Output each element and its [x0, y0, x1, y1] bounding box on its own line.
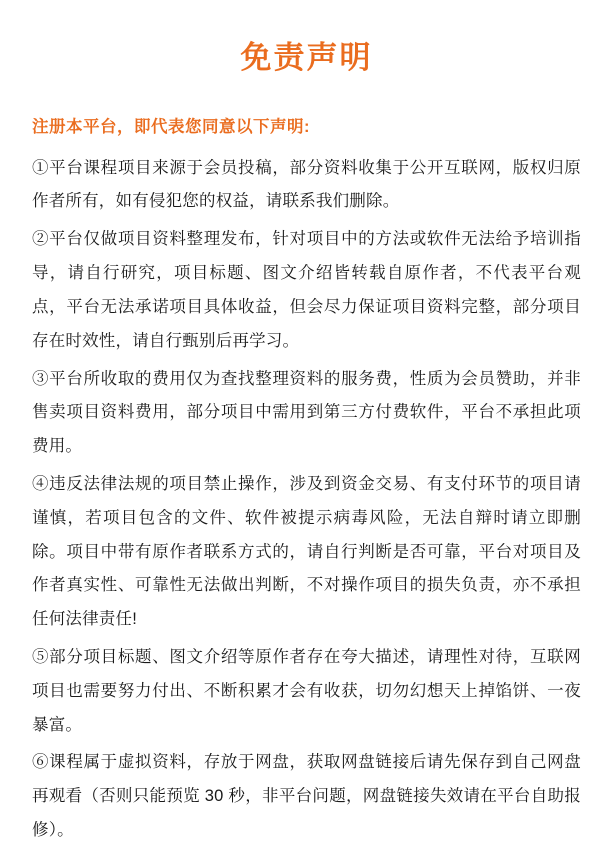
- clause-item: ⑥课程属于虚拟资料，存放于网盘，获取网盘链接后请先保存到自己网盘再观看（否则只能预览 30 秒，非平台问题，网盘链接失效请在平台自助报修）。: [32, 753, 581, 840]
- clause-item: ③平台所收取的费用仅为查找整理资料的服务费，性质为会员赞助，并非售卖项目资料费用，部分项目中需用到第三方付费软件，平台不承担此项费用。: [32, 369, 581, 456]
- clause-item: ④违反法律法规的项目禁止操作，涉及到资金交易、有支付环节的项目请谨慎，若项目包含的文件、软件被提示病毒风险，无法自辩时请立即删除。项目中带有原作者联系方式的，请自行判断是否可靠，平台对项目及作者真实性、可靠性无法做出判断，不对操作项目的损失负责，亦不承担任何法律责任!: [32, 474, 581, 629]
- agreement-lead-text: 注册本平台，即代表您同意以下声明:: [32, 118, 310, 137]
- page-title: 免责声明: [240, 40, 373, 75]
- clause-item: ①平台课程项目来源于会员投稿，部分资料收集于公开互联网，版权归原作者所有，如有侵犯您的权益，请联系我们删除。: [32, 158, 581, 211]
- clause-item: ②平台仅做项目资料整理发布，针对项目中的方法或软件无法给予培训指导，请自行研究，项目标题、图文介绍皆转载自原作者，不代表平台观点，平台无法承诺项目具体收益，但会尽力保证项目资料完整，部分项目存在时效性，请自行甄别后再学习。: [32, 230, 581, 350]
- clause-list: [32, 152, 581, 848]
- clause-item: ⑤部分项目标题、图文介绍等原作者存在夸大描述，请理性对待，互联网项目也需要努力付出、不断积累才会有收获，切勿幻想天上掉馅饼、一夜暴富。: [32, 648, 581, 734]
